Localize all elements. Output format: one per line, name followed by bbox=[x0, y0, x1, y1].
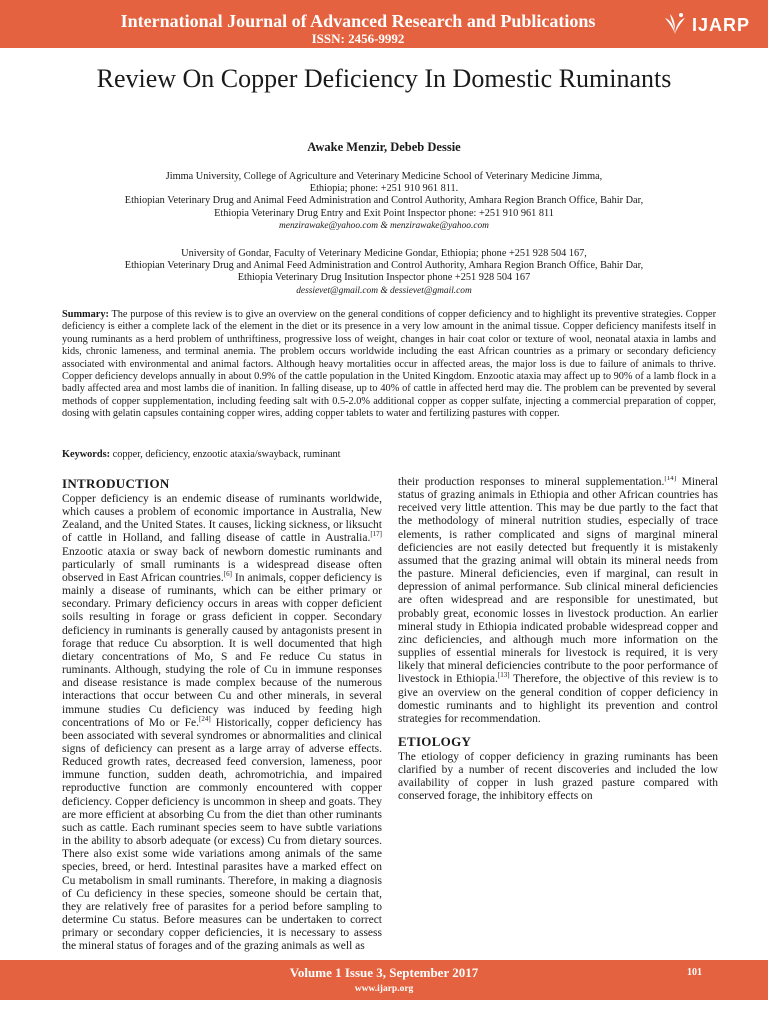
journal-logo bbox=[662, 12, 750, 38]
footer-volume: Volume 1 Issue 3, September 2017 bbox=[289, 965, 479, 980]
summary-label: Summary: bbox=[62, 309, 109, 320]
logo-text: IJARP bbox=[691, 14, 750, 35]
affiliation-line: Ethiopian Veterinary Drug and Animal Feed Administration and Control Authority, Amhara Region Branch Office, Bahir Dar, bbox=[124, 260, 644, 272]
introduction-heading: INTRODUCTION bbox=[62, 476, 170, 491]
leaf-logo-icon bbox=[662, 12, 688, 38]
affiliation-line: Ethiopia; phone: +251 910 961 811. bbox=[309, 183, 459, 195]
introduction-continued: their production responses to mineral supplementation.[14] Mineral status of grazing animals in Ethiopia and other African countries has received very little attention. This may be due partly to the fact that the methodology of mineral nutrition studies, especially of trace elements, is rather complicated and signs of marginal mineral deficiencies are not easily detected but frequently it is mistakenly assumed that the grazing animal will obtain its mineral needs from the pasture. Mineral deficiencies, even if marginal, can result in depression of animal performance. Sub clinical mineral deficiencies are often widespread and are responsible for unestimated, but probably great, economic losses in livestock production. An earlier mineral study in Ethiopia indicated probable widespread copper and zinc deficiencies, and although much more information on the supplies of essential minerals for livestock is required, it is very likely that mineral deficiencies contribute to the poor performance of livestock in Ethiopia.[13] Therefore, the objective of this review is to give an overview on the general condition of copper deficiency in domestic ruminants and to highlight its prevention and control strategies for recommendation. bbox=[398, 476, 718, 725]
affiliation-line: Ethiopia Veterinary Drug Insitution Inspector phone +251 928 504 167 bbox=[237, 272, 531, 284]
article-authors: Awake Menzir, Debeb Dessie bbox=[307, 140, 461, 154]
citation: [6] bbox=[223, 570, 232, 579]
affiliation-1 bbox=[60, 171, 708, 232]
etiology-heading: ETIOLOGY bbox=[398, 733, 472, 749]
summary-text: The purpose of this review is to give an overview on the general conditions of copper deficiency and to highlight its preventive strategies. Copper deficiency is either a complete lack of the element in the diet or its presence in a very low amount in the animal tissue. Copper deficiency manifests itself in young ruminants as a herd problem of unthriftiness, progressive loss of weight, changes in hair coat color or texture of wool, neonatal ataxia in lambs and kids, chronic lameness, and terminal anemia. The problem occurs worldwide including the east African countries as a primary or secondary deficiency associated with environmental and animal factors. Although heavy mortalities occur in affected areas, the major loss is due to failure of animals to thrive. Copper deficiency develops annually in about 0.9% of the cattle population in the United Kingdom. Enzootic ataxia may affect up to 90% of a lamb flock in a badly affected area and most lambs die of inanition. In falling disease, up to 40% of cattle in affected herd may die. The problem can be prevented by several methods of copper supplementation, including feeding salt with 0.5-2.0% additional copper as copper sulfate, injecting a commercial preparation of copper, dosing with gelatin capsules containing copper wires, adding copper tablets to water and fertilizing pastures with copper. bbox=[62, 309, 716, 420]
citation: [24] bbox=[198, 714, 211, 723]
affiliation-line: Ethiopian Veterinary Drug and Animal Feed Administration and Control Authority, Amhara Region Branch Office, Bahir Dar, bbox=[124, 195, 644, 207]
journal-footer-bar bbox=[0, 960, 768, 1000]
keywords-text: copper, deficiency, enzootic ataxia/swayback, ruminant bbox=[110, 449, 341, 460]
journal-issn: ISSN: 2456-9992 bbox=[311, 31, 405, 46]
body-column-right bbox=[398, 476, 718, 954]
affiliation-email: menzirawake@yahoo.com & menzirawake@yahoo.com bbox=[279, 220, 489, 231]
page-number: 101 bbox=[687, 967, 702, 978]
affiliation-email: dessievet@gmail.com & dessievet@gmail.com bbox=[296, 285, 472, 296]
citation: [17] bbox=[370, 530, 382, 539]
keywords bbox=[62, 449, 716, 461]
affiliation-line: University of Gondar, Faculty of Veterinary Medicine Gondar, Ethiopia; phone +251 928 504 167, bbox=[181, 248, 587, 259]
citation: [13] bbox=[497, 671, 510, 680]
affiliation-line: Jimma University, College of Agriculture and Veterinary Medicine School of Veterinary Medicine Jimma, bbox=[165, 171, 603, 182]
affiliation-2 bbox=[60, 248, 708, 297]
affiliation-line: Ethiopia Veterinary Drug Entry and Exit Point Inspector phone: +251 910 961 811 bbox=[214, 207, 554, 219]
journal-name: International Journal of Advanced Research and Publications bbox=[120, 11, 596, 31]
article-title: Review On Copper Deficiency In Domestic Ruminants bbox=[96, 64, 672, 93]
footer-url[interactable]: www.ijarp.org bbox=[354, 984, 414, 994]
abstract-summary bbox=[62, 309, 716, 421]
journal-header-bar bbox=[0, 0, 768, 48]
citation: [14] bbox=[664, 476, 677, 483]
body-column-left bbox=[62, 476, 382, 954]
etiology-text: The etiology of copper deficiency in grazing ruminants has been clarified by a number of recent discoveries and included the low availability of copper in lush grazed pasture compared with conserved forage, the inhibitory effects on bbox=[398, 750, 718, 803]
keywords-label: Keywords: bbox=[62, 449, 111, 460]
introduction-text: Copper deficiency is an endemic disease of ruminants worldwide, which causes a problem of economic importance in Australia, New Zealand, and the United States. It causes, licking sickness, or liksucht of cattle in Holland, and falling disease of cattle in Australia.[17] Enzootic ataxia or sway back of newborn domestic ruminants and particularly of small ruminants is a widespread disease often observed in East African countries.[6] In animals, copper deficiency is mainly a disease of ruminants, which can be either primary or secondary. Primary deficiency occurs in areas with copper deficient soils resulting in forage or grass deficient in copper. Secondary deficiency in ruminants is generally caused by antagonists present in forage that reduce Cu absorption. It is well documented that high dietary concentrations of Mo, S and Fe reduce Cu status in ruminants. Although, studying the role of Cu in immune responses and disease resistance is made complex because of the numerous interactions that occur between Cu and other minerals, in several immune studies Cu deficiency was induced by feeding high concentrations of Mo or Fe.[24] Historically, copper deficiency has been associated with several syndromes or abnormalities and clinical signs of deficiency can present as a large array of adverse effects. Reduced growth rates, decreased feed conversion, lameness, poor immune function, sudden death, achromotrichia, and impaired reproductive function are commonly encountered with copper deficiency. Copper deficiency is uncommon in sheep and goats. They are more efficient at absorbing Cu from the diet than other ruminants such as cattle. Each ruminant species seem to have subtle variations in the ability to absorb adequate (or excess) Cu from dietary sources. There also exist some wide variations among animals of the same species, breed, or herd. Intestinal parasites have a marked effect on Cu metabolism in small ruminants. Therefore, in making a diagnosis of Cu deficiency in these species, someone should be certain that, they are relatively free of parasites for a period before sampling to determine Cu status. Before measures can be undertaken to correct primary or secondary copper deficiencies, it is necessary to assess the mineral status of forages and of the grazing animals as well as bbox=[62, 493, 382, 953]
